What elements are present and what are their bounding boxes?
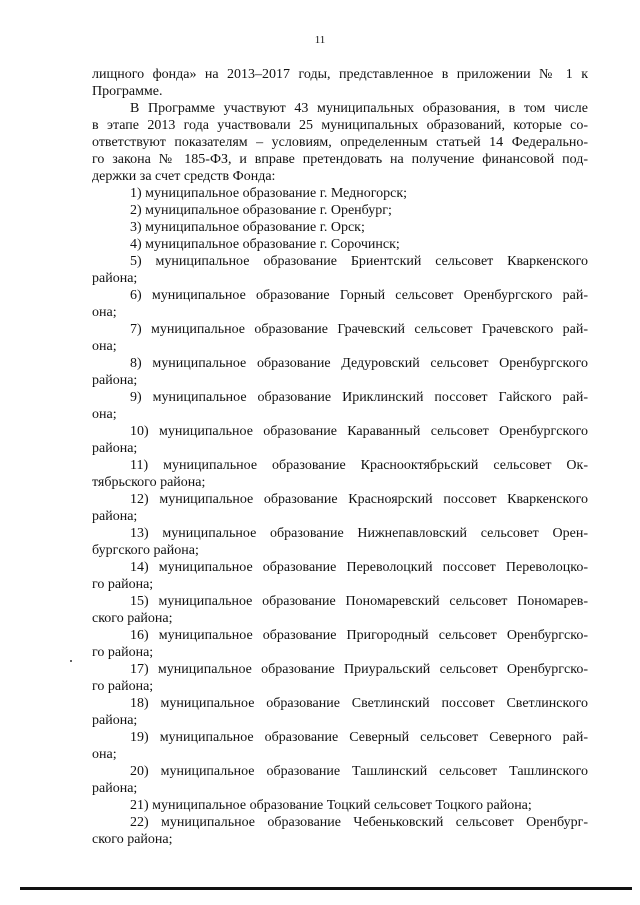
list-item-continuation: го района; <box>92 679 154 694</box>
list-item-continuation: района; <box>92 373 138 388</box>
list-item: 17) муниципальное образование Приуральский сельсовет Оренбургско- <box>130 662 588 677</box>
text-line: лищного фонда» на 2013–2017 годы, представленное в приложении № 1 к <box>92 67 588 82</box>
list-item-continuation: го района; <box>92 645 154 660</box>
list-item-continuation: района; <box>92 271 138 286</box>
text-line: держки за счет средств Фонда: <box>92 169 276 184</box>
list-item: 18) муниципальное образование Светлинский поссовет Светлинского <box>130 696 588 711</box>
list-item: 8) муниципальное образование Дедуровский сельсовет Оренбургского <box>130 356 588 371</box>
list-item: 19) муниципальное образование Северный сельсовет Северного рай- <box>130 730 588 745</box>
list-item: 6) муниципальное образование Горный сельсовет Оренбургского рай- <box>130 288 588 303</box>
list-item-continuation: она; <box>92 305 117 320</box>
list-item: 12) муниципальное образование Красноярский поссовет Кваркенского <box>130 492 588 507</box>
scan-speck <box>70 660 72 662</box>
list-item-continuation: района; <box>92 509 138 524</box>
list-item: 16) муниципальное образование Пригородный сельсовет Оренбургско- <box>130 628 588 643</box>
list-item: 21) муниципальное образование Тоцкий сельсовет Тоцкого района; <box>130 798 532 813</box>
list-item-continuation: го района; <box>92 577 154 592</box>
list-item-continuation: района; <box>92 441 138 456</box>
bottom-rule <box>20 887 632 890</box>
list-item: 10) муниципальное образование Караванный сельсовет Оренбургского <box>130 424 588 439</box>
list-item: 3) муниципальное образование г. Орск; <box>130 220 365 235</box>
list-item: 11) муниципальное образование Краснооктябрьский сельсовет Ок- <box>130 458 588 473</box>
list-item-continuation: ского района; <box>92 832 173 847</box>
text-line: Программе. <box>92 84 163 99</box>
list-item: 5) муниципальное образование Бриентский сельсовет Кваркенского <box>130 254 588 269</box>
list-item: 9) муниципальное образование Ириклинский поссовет Гайского рай- <box>130 390 588 405</box>
list-item: 22) муниципальное образование Чебеньковский сельсовет Оренбург- <box>130 815 588 830</box>
page-number: 11 <box>314 34 326 46</box>
list-item-continuation: района; <box>92 713 138 728</box>
text-line: ответствуют показателям – условиям, определенным статьей 14 Федерально- <box>92 135 588 150</box>
list-item: 15) муниципальное образование Пономаревский сельсовет Пономарев- <box>130 594 588 609</box>
list-item-continuation: она; <box>92 747 117 762</box>
list-item: 14) муниципальное образование Переволоцкий поссовет Переволоцко- <box>130 560 588 575</box>
list-item: 7) муниципальное образование Грачевский сельсовет Грачевского рай- <box>130 322 588 337</box>
list-item: 1) муниципальное образование г. Медногорск; <box>130 186 408 201</box>
list-item-continuation: она; <box>92 407 117 422</box>
list-item: 2) муниципальное образование г. Оренбург; <box>130 203 392 218</box>
list-item-continuation: ского района; <box>92 611 173 626</box>
list-item: 4) муниципальное образование г. Сорочинск; <box>130 237 400 252</box>
text-line: В Программе участвуют 43 муниципальных образования, в том числе <box>130 101 588 116</box>
text-line: го закона № 185-ФЗ, и вправе претендовать на получение финансовой под- <box>92 152 588 167</box>
list-item: 20) муниципальное образование Ташлинский сельсовет Ташлинского <box>130 764 588 779</box>
list-item-continuation: района; <box>92 781 138 796</box>
list-item: 13) муниципальное образование Нижнепавловский сельсовет Орен- <box>130 526 588 541</box>
list-item-continuation: она; <box>92 339 117 354</box>
text-line: в этапе 2013 года участвовали 25 муниципальных образований, которые со- <box>92 118 588 133</box>
list-item-continuation: бургского района; <box>92 543 199 558</box>
list-item-continuation: тябрьского района; <box>92 475 206 490</box>
